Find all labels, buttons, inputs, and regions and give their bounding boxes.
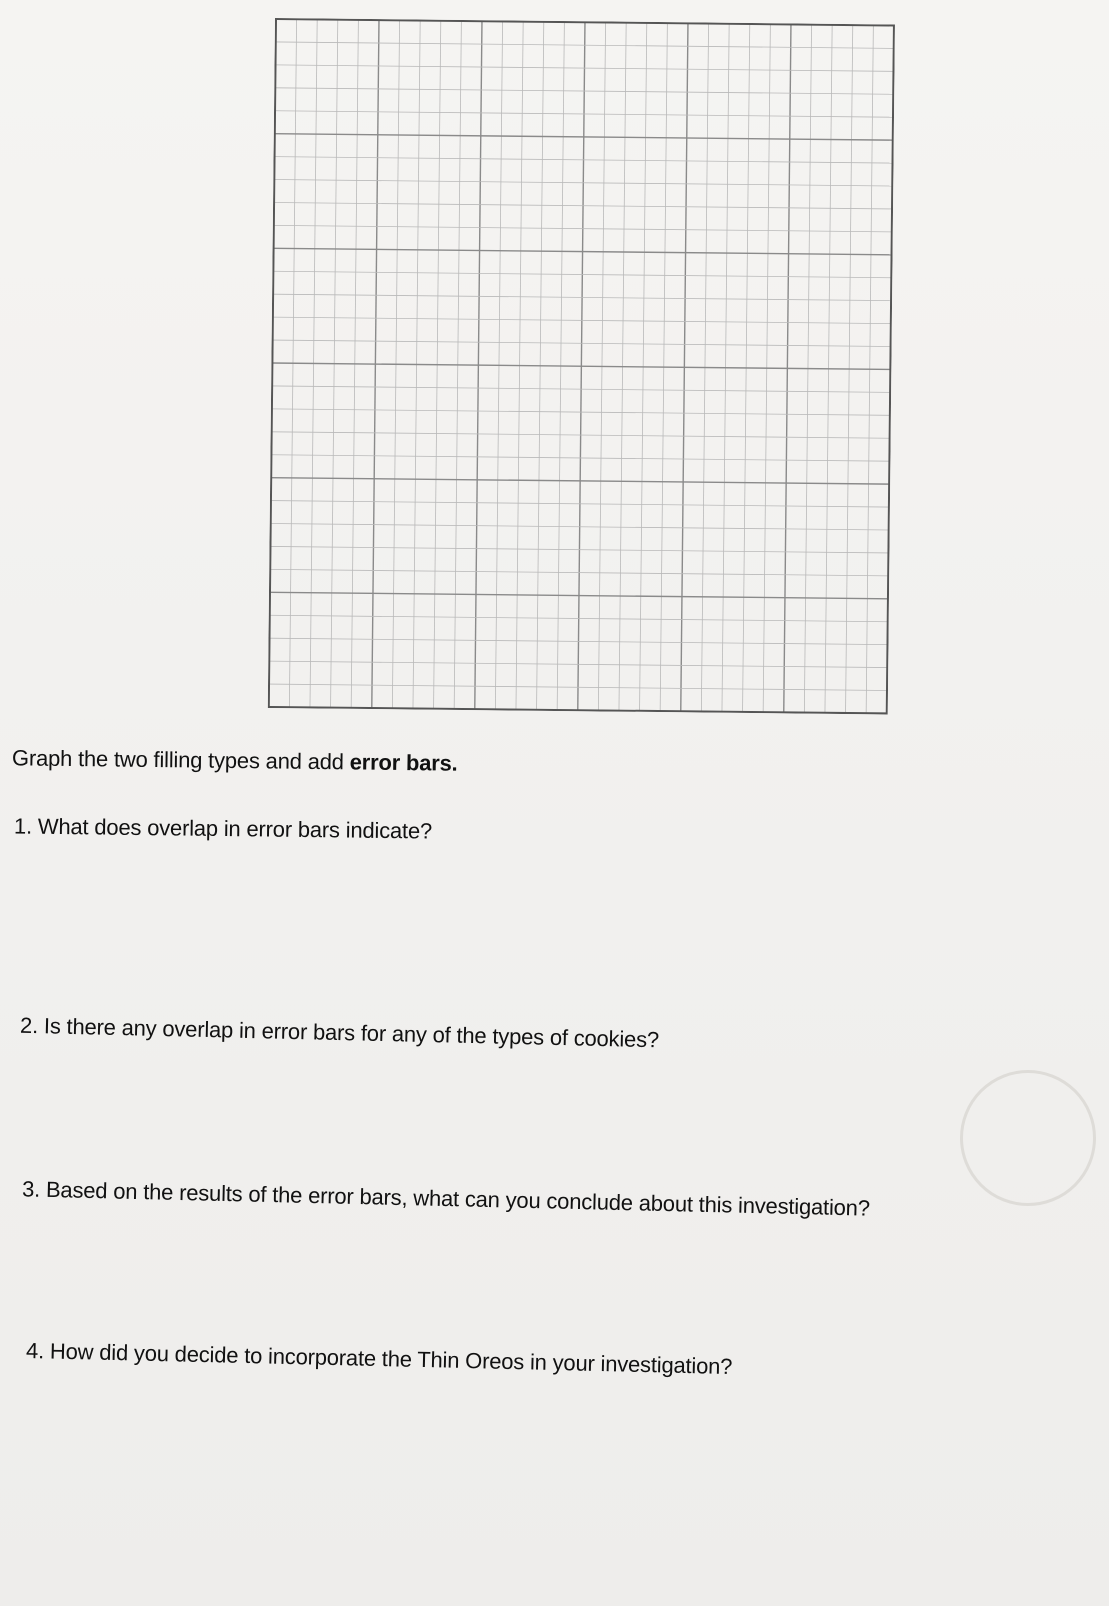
instruction-text: Graph the two filling types and add xyxy=(11,745,350,775)
graph-paper[interactable] xyxy=(268,18,915,725)
question-text: Is there any overlap in error bars for any of the types of cookies? xyxy=(43,1013,660,1053)
question-text: What does overlap in error bars indicate? xyxy=(37,813,433,844)
graph-grid-svg[interactable] xyxy=(268,18,895,714)
question-3 xyxy=(22,1176,870,1221)
bleed-through-stamp xyxy=(960,1070,1096,1206)
question-text: Based on the results of the error bars, what can you conclude about this investigation? xyxy=(45,1176,871,1221)
question-number: 3. xyxy=(21,1176,41,1202)
question-4 xyxy=(26,1338,733,1380)
question-text: How did you decide to incorporate the Thin Oreos in your investigation? xyxy=(49,1338,733,1380)
question-number: 1. xyxy=(13,813,33,839)
question-number: 4. xyxy=(25,1337,45,1364)
instruction-bold: error bars. xyxy=(349,749,458,776)
question-1 xyxy=(14,813,432,844)
question-number: 2. xyxy=(19,1012,39,1039)
question-2 xyxy=(20,1013,659,1053)
instruction-line xyxy=(12,745,458,776)
